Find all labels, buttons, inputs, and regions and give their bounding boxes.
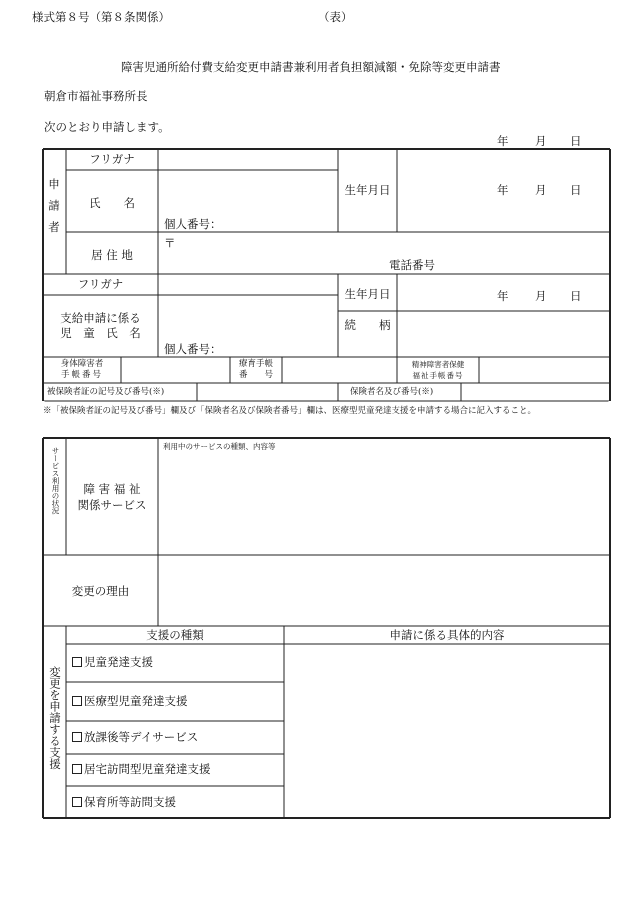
- current-services-caption: 利用中のサービスの種類、内容等: [163, 442, 276, 451]
- page-side-label: （表）: [318, 10, 353, 24]
- applicant-name-field[interactable]: [159, 171, 337, 231]
- ryoiku-cert-label-line1: 療育手帳: [238, 359, 273, 369]
- current-services-field[interactable]: [159, 439, 609, 554]
- applicant-residence-label: 居 住 地: [91, 248, 133, 262]
- insurer-field[interactable]: [462, 384, 609, 400]
- checkbox[interactable]: [72, 764, 82, 774]
- date-month-label: 月: [535, 134, 547, 148]
- insured-number-field[interactable]: [198, 384, 337, 400]
- service-category-label-line2: 関係サービス: [77, 498, 147, 512]
- support-option-home-visit-child-development[interactable]: [72, 762, 211, 776]
- child-individual-number-label: 個人番号：: [164, 342, 222, 356]
- applicant-birthdate-field[interactable]: [398, 150, 609, 231]
- support-option-label: 居宅訪問型児童発達支援: [84, 762, 211, 776]
- ryoiku-cert-label-line2: 番 号: [238, 370, 273, 380]
- applicant-birth-year-label: 年: [497, 183, 509, 197]
- mental-cert-label-line2: 福祉手帳番号: [412, 371, 464, 380]
- applicant-individual-number-label: 個人番号：: [164, 217, 222, 231]
- physical-cert-number-field[interactable]: [122, 358, 229, 382]
- form-title: 障害児通所給付費支給変更申請書兼利用者負担額減額・免除等変更申請書: [121, 60, 501, 74]
- ryoiku-cert-number-field[interactable]: [283, 358, 396, 382]
- applicant-name-label: 氏 名: [89, 196, 135, 210]
- support-option-after-school-day-service[interactable]: [72, 730, 198, 744]
- change-reason-label: 変更の理由: [71, 584, 130, 598]
- child-furigana-label: フリガナ: [77, 277, 124, 291]
- support-option-medical-child-development[interactable]: [72, 694, 188, 708]
- date-day-label: 日: [570, 134, 582, 148]
- postal-mark: 〒: [164, 236, 176, 250]
- checkbox[interactable]: [72, 732, 82, 742]
- applicant-furigana-field[interactable]: [159, 150, 337, 169]
- application-statement: 次のとおり申請します。: [44, 120, 170, 134]
- applicant-furigana-label: フリガナ: [89, 152, 135, 166]
- applicant-section-label: 申請者: [47, 178, 61, 243]
- insurer-label: 保険者名及び番号(※): [350, 387, 434, 397]
- checkbox[interactable]: [72, 696, 82, 706]
- mental-cert-number-field[interactable]: [480, 358, 609, 382]
- child-birth-year-label: 年: [497, 289, 509, 303]
- child-relationship-label: 続 柄: [344, 318, 391, 332]
- child-name-label-line1: 支給申請に係る: [60, 311, 141, 325]
- insured-number-label: 被保険者証の記号及び番号(※): [47, 387, 165, 397]
- child-relationship-field[interactable]: [398, 312, 609, 356]
- support-section-label: 変更を申請する支援: [48, 666, 62, 770]
- support-option-child-development[interactable]: [72, 655, 153, 669]
- addressee: 朝倉市福祉事務所長: [44, 89, 148, 103]
- applicant-birth-month-label: 月: [535, 183, 547, 197]
- physical-cert-label-line2: 手帳番号: [60, 370, 103, 380]
- service-category-label-line1: 障 害 福 祉: [83, 482, 141, 496]
- support-option-label: 医療型児童発達支援: [84, 694, 188, 708]
- checkbox[interactable]: [72, 657, 82, 667]
- child-birth-day-label: 日: [570, 289, 582, 303]
- form-number: 様式第８号（第８条関係）: [32, 10, 170, 24]
- applicant-residence-field[interactable]: [159, 233, 609, 273]
- support-type-header: 支援の種類: [146, 628, 204, 642]
- child-name-label-line2: 児 童 氏 名: [60, 326, 141, 340]
- support-content-header: 申請に係る具体的内容: [389, 628, 505, 642]
- child-birth-month-label: 月: [535, 289, 547, 303]
- change-reason-field[interactable]: [159, 556, 609, 625]
- child-birthdate-label: 生年月日: [344, 287, 391, 301]
- child-birthdate-field[interactable]: [398, 275, 609, 310]
- support-option-nursery-visit-support[interactable]: [72, 795, 176, 809]
- support-content-field[interactable]: [285, 645, 609, 817]
- service-status-section-label: サービス利用の状況: [51, 447, 60, 515]
- child-furigana-field[interactable]: [159, 275, 337, 294]
- applicant-birthdate-label: 生年月日: [344, 183, 391, 197]
- support-option-label: 放課後等デイサービス: [84, 730, 199, 744]
- support-option-label: 児童発達支援: [84, 655, 153, 669]
- applicant-birth-day-label: 日: [570, 183, 582, 197]
- child-name-field[interactable]: [159, 296, 337, 356]
- checkbox[interactable]: [72, 797, 82, 807]
- support-option-label: 保育所等訪問支援: [84, 795, 176, 809]
- physical-cert-label-line1: 身体障害者: [60, 359, 104, 369]
- mental-cert-label-line1: 精神障害者保健: [411, 360, 465, 369]
- insurance-note: ※「被保険者証の記号及び番号」欄及び「保険者名及び保険者番号」欄は、医療型児童発達支援を申請する場合に記入すること。: [43, 406, 537, 416]
- application-date-field[interactable]: [480, 134, 606, 148]
- date-year-label: 年: [497, 134, 509, 148]
- applicant-phone-label: 電話番号: [389, 258, 435, 272]
